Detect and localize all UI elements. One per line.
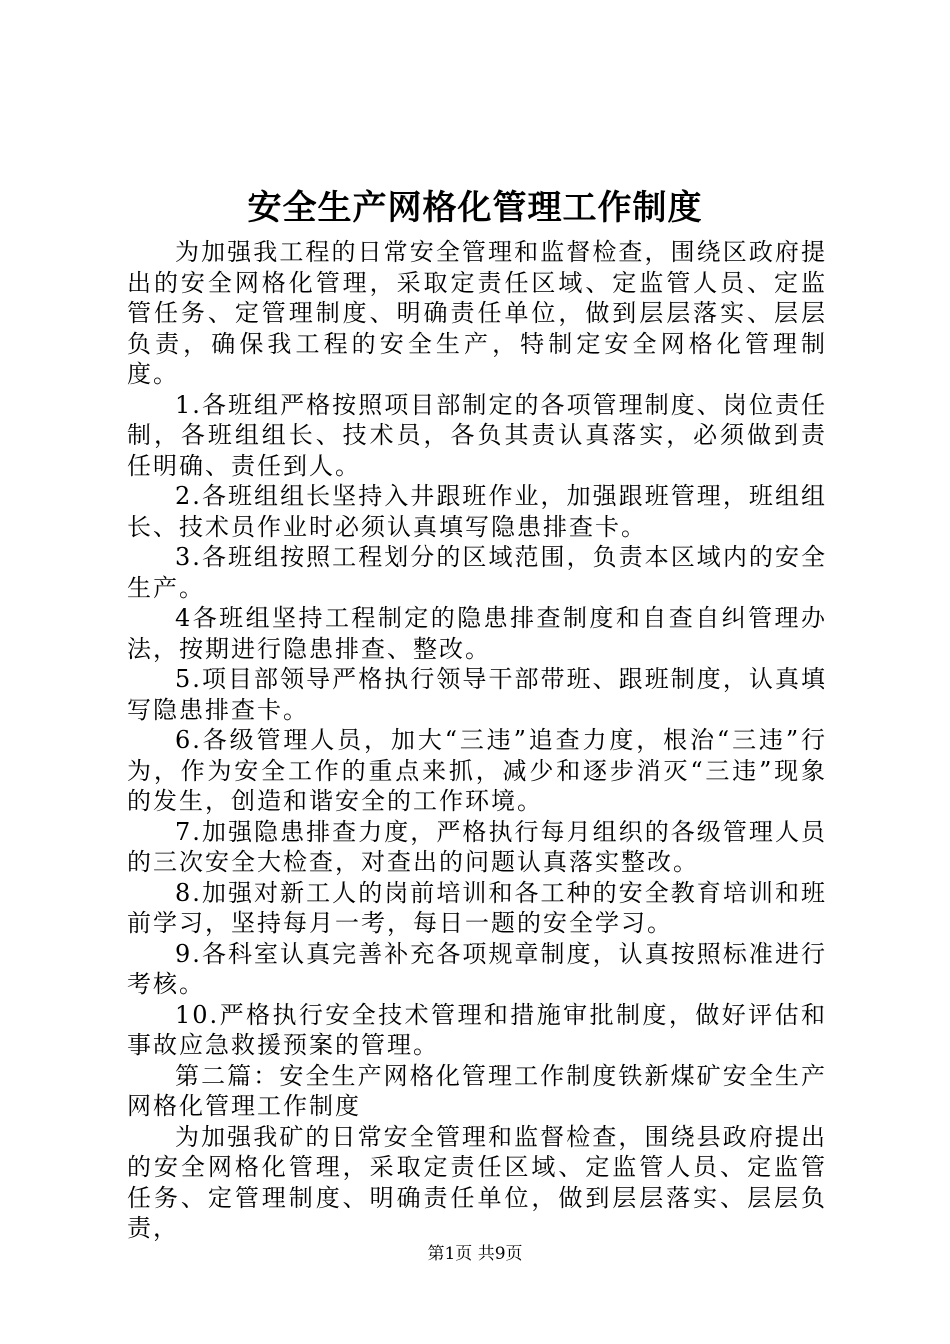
paragraph-intro: 为加强我工程的日常安全管理和监督检查，围绕区政府提出的安全网格化管理，采取定责任区域、定监管人员、定监管任务、定管理制度、明确责任单位，做到层层落实、层层负责，确保我工程的安全生产，特制定安全网格化管理制度。	[127, 238, 827, 388]
paragraph-item-1: 1.各班组严格按照项目部制定的各项管理制度、岗位责任制，各班组组长、技术员，各负其责认真落实，必须做到责任明确、责任到人。	[127, 390, 827, 480]
page-footer: 第1页 共9页	[427, 1244, 523, 1264]
document-body	[127, 237, 827, 1244]
paragraph-item-3: 3.各班组按照工程划分的区域范围，负责本区域内的安全生产。	[127, 543, 827, 602]
paragraph-item-8: 8.加强对新工人的岗前培训和各工种的安全教育培训和班前学习，坚持每月一考，每日一题的安全学习。	[127, 878, 827, 937]
paragraph-item-2: 2.各班组组长坚持入井跟班作业，加强跟班管理，班组组长、技术员作业时必须认真填写隐患排查卡。	[127, 482, 827, 541]
paragraph-item-4: 4各班组坚持工程制定的隐患排查制度和自查自纠管理办法，按期进行隐患排查、整改。	[127, 604, 827, 663]
paragraph-item-6: 6.各级管理人员，加大“三违”追查力度，根治“三违”行为，作为安全工作的重点来抓，减少和逐步消灭“三违”现象的发生，创造和谐安全的工作环境。	[127, 726, 827, 815]
paragraph-item-10: 10.严格执行安全技术管理和措施审批制度，做好评估和事故应急救援预案的管理。	[127, 1000, 827, 1059]
paragraph-item-7: 7.加强隐患排查力度，严格执行每月组织的各级管理人员的三次安全大检查，对查出的问题认真落实整改。	[127, 817, 827, 876]
paragraph-part-two-intro: 为加强我矿的日常安全管理和监督检查，围绕县政府提出的安全网格化管理，采取定责任区域、定监管人员、定监管任务、定管理制度、明确责任单位，做到层层落实、层层负责，	[127, 1122, 827, 1242]
section-heading-part-two: 第二篇：安全生产网格化管理工作制度铁新煤矿安全生产网格化管理工作制度	[127, 1061, 827, 1120]
document-title: 安全生产网格化管理工作制度	[247, 188, 703, 228]
paragraph-item-9: 9.各科室认真完善补充各项规章制度，认真按照标准进行考核。	[127, 939, 827, 998]
paragraph-item-5: 5.项目部领导严格执行领导干部带班、跟班制度，认真填写隐患排查卡。	[127, 665, 827, 724]
